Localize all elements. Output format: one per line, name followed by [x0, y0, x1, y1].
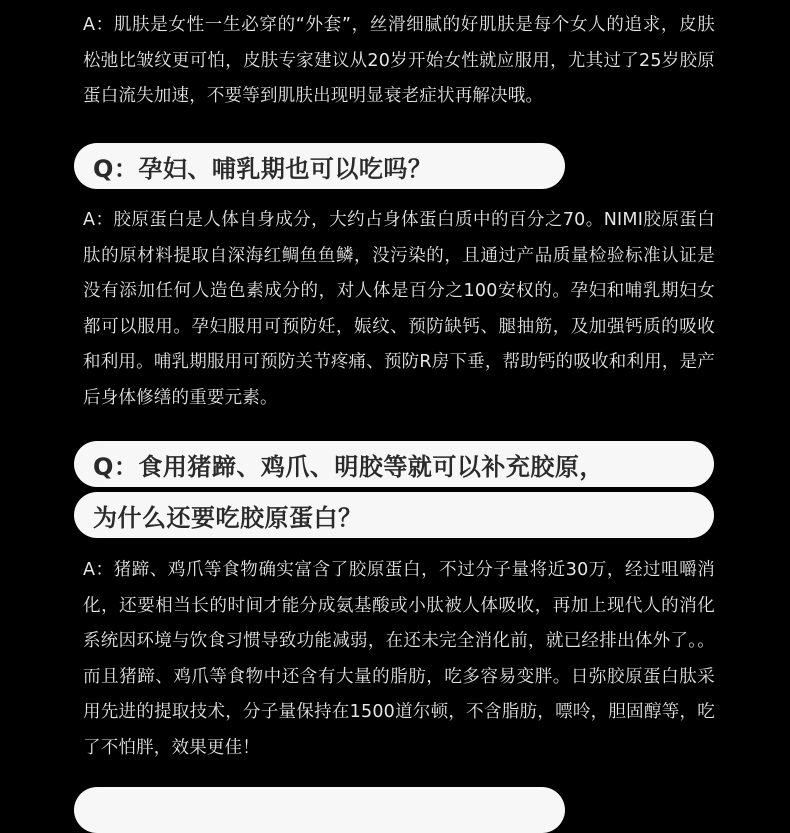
question-food-heading-line1: [74, 441, 714, 487]
answer-skin-text: A：肌肤是女性一生必穿的“外套”，丝滑细腻的好肌肤是每个女人的追求，皮肤松弛比皱纹更可怕，皮肤专家建议从20岁开始女性就应服用，尤其过了25岁胶原蛋白流失加速，不要等到肌肤出现明显衰老症状再解决哦。: [83, 15, 715, 106]
question-food-label-line2: 为什么还要吃胶原蛋白？: [93, 503, 363, 532]
question-next-heading-partial: [74, 787, 565, 833]
answer-pregnancy-text: A：胶原蛋白是人体自身成分，大约占身体蛋白质中的百分之70。NIMI胶原蛋白肽的原材料提取自深海红鲷鱼鱼鳞，没污染的，且通过产品质量检验标准认证是没有添加任何人造色素成分的，对人体是百分之100安权的。孕妇和哺乳期妇女都可以服用。孕妇服用可预防妊，娠纹、预防缺钙、腿抽筋，及加强钙质的吸收和利用。哺乳期服用可预防关节疼痛、预防R房下垂，帮助钙的吸收和利用，是产后身体修缮的重要元素。: [83, 210, 715, 408]
answer-food-text: A：猪蹄、鸡爪等食物确实富含了胶原蛋白，不过分子量将近30万，经过咀嚼消化，还要相当长的时间才能分成氨基酸或小肽被人体吸收，再加上现代人的消化系统因环境与饮食习惯导致功能减弱，在还未完全消化前，就已经排出体外了。。而且猪蹄、鸡爪等食物中还含有大量的脂肪，吃多容易变胖。日弥胶原蛋白肽采用先进的提取技术，分子量保持在1500道尔顿，不含脂肪，嘌呤，胆固醇等，吃了不怕胖，效果更佳！: [83, 560, 715, 758]
question-pregnancy-label: Q：孕妇、哺乳期也可以吃吗？: [93, 154, 433, 183]
question-food-label-line1: Q：食用猪蹄、鸡爪、明胶等就可以补充胶原，: [93, 452, 604, 481]
question-food-heading-line2: [74, 492, 714, 538]
question-pregnancy-heading: [74, 143, 565, 189]
